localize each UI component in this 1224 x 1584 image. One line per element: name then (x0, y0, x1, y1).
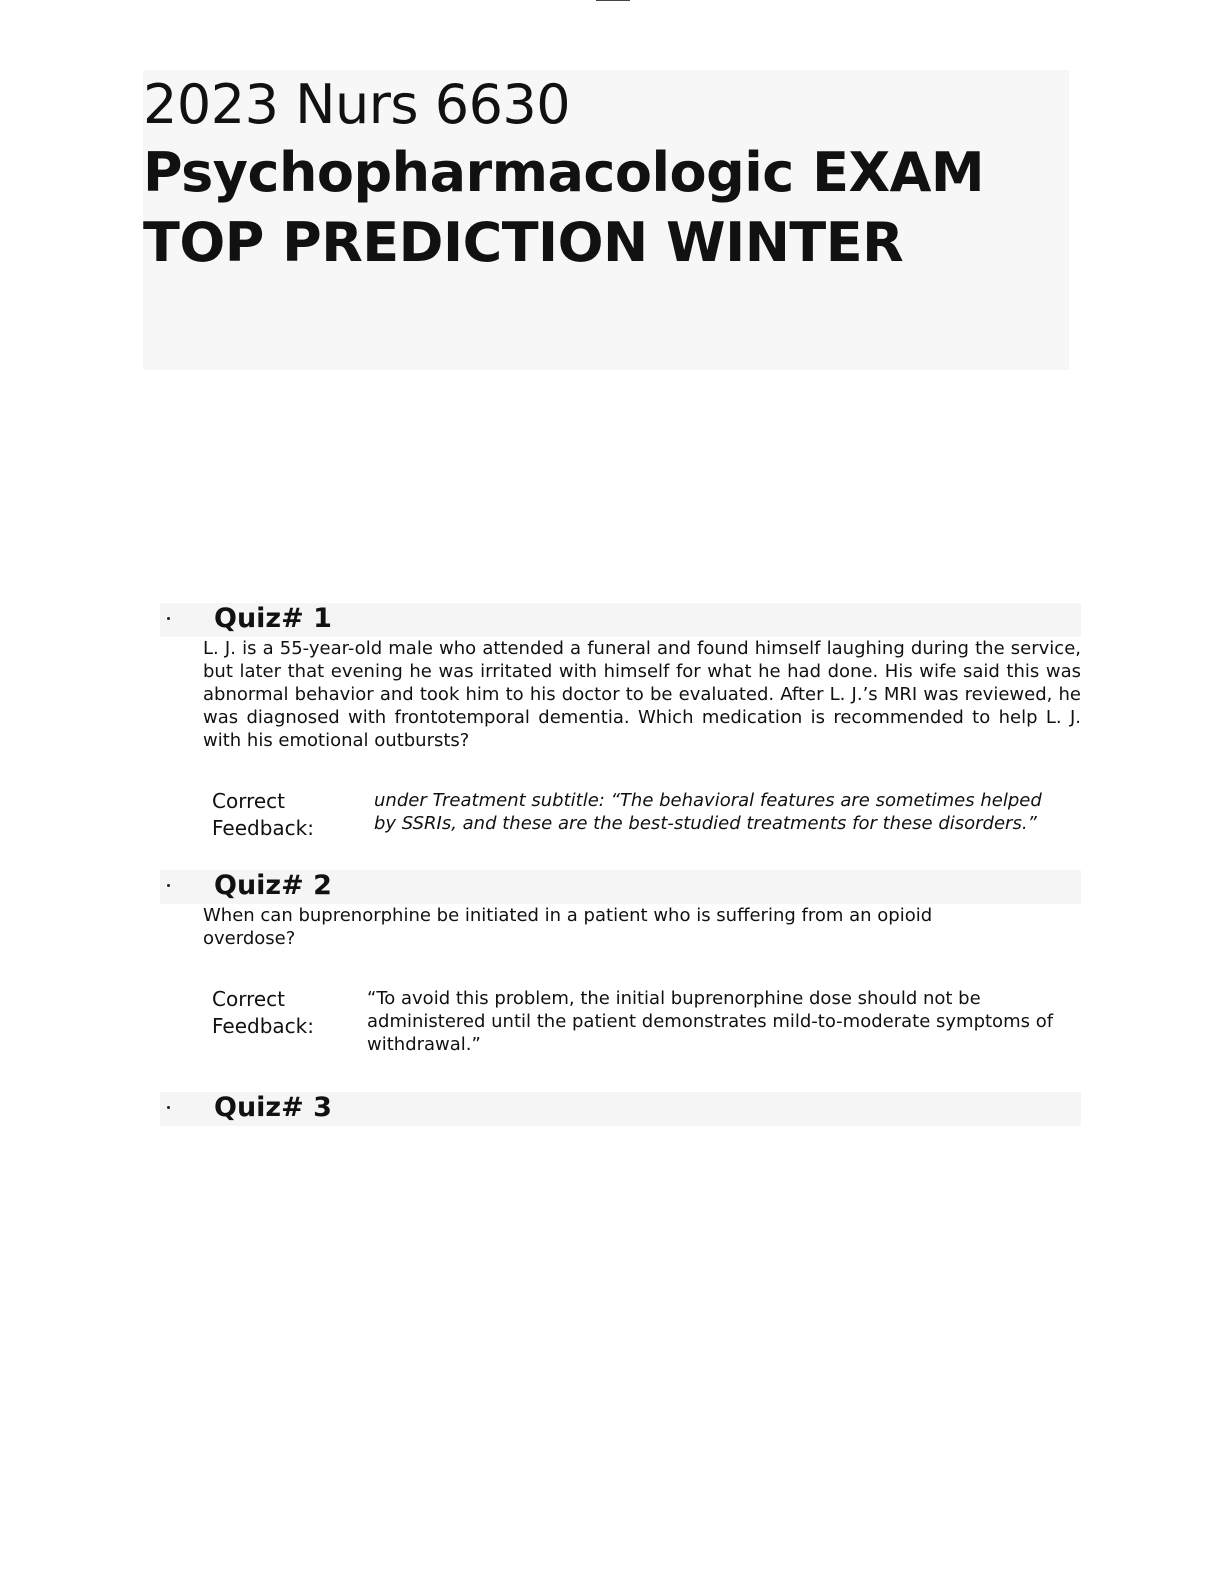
document-title-line-1: 2023 Nurs 6630 (143, 73, 571, 136)
feedback-label-line-2: Feedback: (212, 816, 314, 840)
quiz-2-title: Quiz# 2 (214, 870, 332, 901)
quiz-3-header (160, 1092, 1081, 1126)
quiz-1-question: L. J. is a 55-year-old male who attended a funeral and found himself laughing during the service, but later that evening he was irritated with himself for what he had done. His wife said this was abnormal behavior and took him to his doctor to be evaluated. After L. J.’s MRI was reviewed, he was diagnosed with frontotemporal dementia. Which medication is recommended to help L. J. with his emotional outbursts? (203, 638, 1081, 751)
quiz-2-header (160, 870, 1081, 904)
quiz-2-question: When can buprenorphine be initiated in a patient who is suffering from an opioid overdose? (203, 905, 933, 949)
document-title-line-3: TOP PREDICTION WINTER (143, 211, 904, 274)
bullet-icon (167, 617, 170, 620)
page-top-mark (596, 0, 630, 3)
feedback-label-line-1: Correct (212, 789, 285, 813)
quiz-1-feedback-text: under Treatment subtitle: “The behavioral features are sometimes helped by SSRIs, and these are the best-studied treatments for these disorders.” (374, 790, 1042, 834)
feedback-label-line-1: Correct (212, 987, 285, 1011)
bullet-icon (167, 1106, 170, 1109)
document-title-line-2: Psychopharmacologic EXAM (143, 141, 985, 204)
quiz-2-feedback-text: “To avoid this problem, the initial buprenorphine dose should not be administered until the patient demonstrates mild-to-moderate symptoms of withdrawal.” (367, 988, 1054, 1055)
quiz-1-header (160, 603, 1081, 637)
quiz-1-feedback-label (212, 788, 352, 842)
quiz-1-title: Quiz# 1 (214, 603, 332, 634)
feedback-label-line-2: Feedback: (212, 1014, 314, 1038)
quiz-2-feedback-label (212, 986, 352, 1040)
quiz-3-title: Quiz# 3 (214, 1092, 332, 1123)
title-block (143, 70, 1069, 370)
bullet-icon (167, 884, 170, 887)
